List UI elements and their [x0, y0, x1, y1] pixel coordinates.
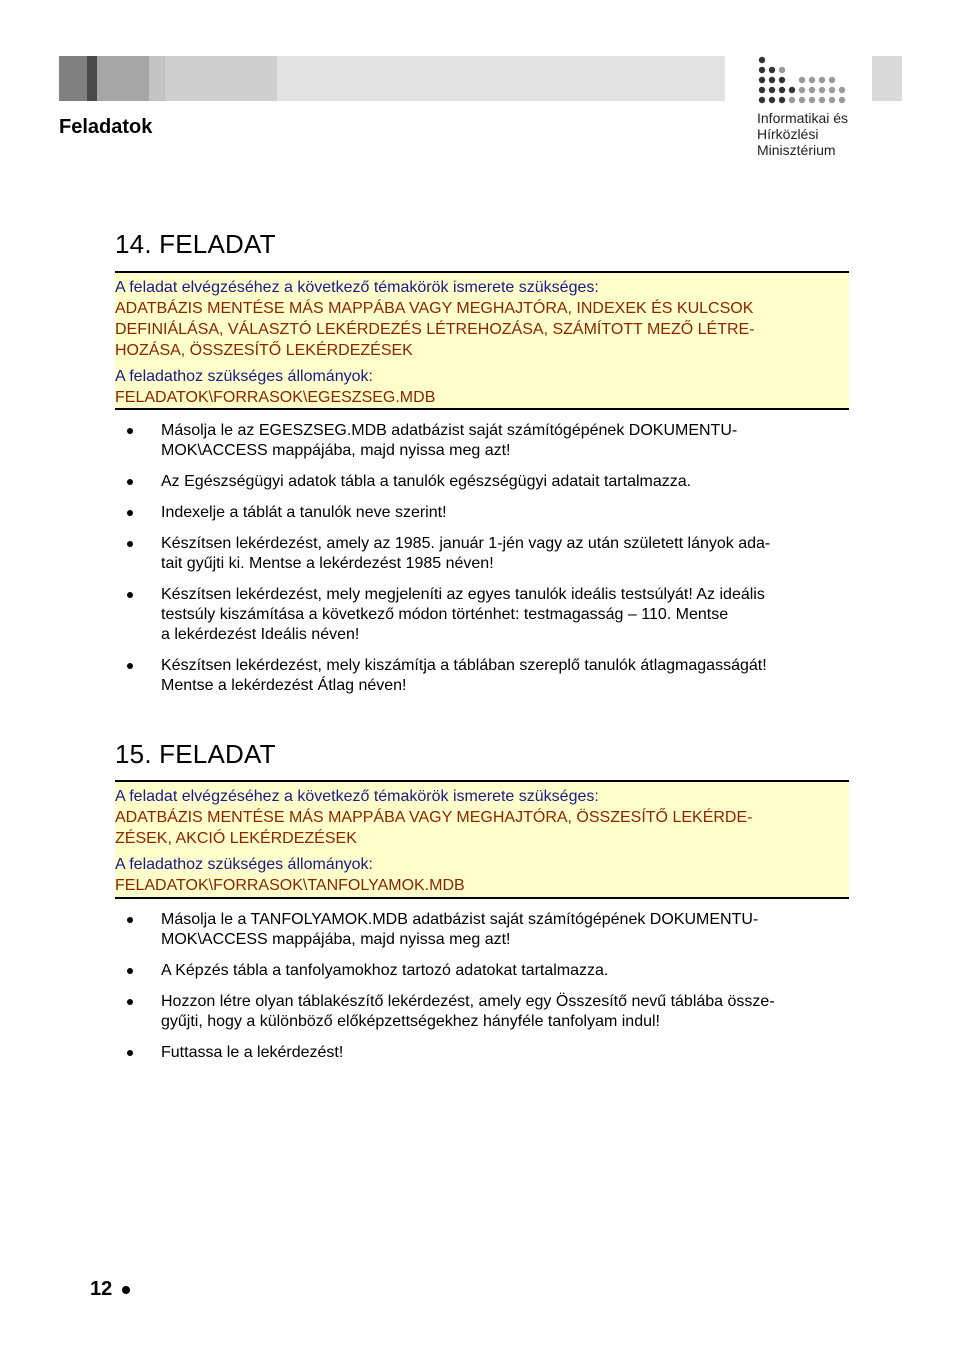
list-item: Készítsen lekérdezést, amely az 1985. január 1-jén vagy az után született lányok ada- tait gyűjti ki. Mentse a lekérdezést 1985 néven!: [115, 534, 845, 574]
logo-line: Hírközlési: [757, 126, 819, 142]
list-item: Indexelje a táblát a tanulók neve szerint!: [115, 503, 845, 523]
logo-line: Minisztérium: [757, 142, 836, 158]
task-14-requirements-box: [115, 271, 849, 410]
task-15-heading: 15. FELADAT: [115, 739, 276, 769]
list-item: Másolja le a TANFOLYAMOK.MDB adatbázist saját számítógépének DOKUMENTU- MOK\ACCESS mappájába, majd nyissa meg azt!: [115, 910, 845, 950]
list-item: Készítsen lekérdezést, mely megjeleníti az egyes tanulók ideális testsúlyát! Az ideális testsúly kiszámítása a következő módon történhet: testmagasság – 110. Mentse a lekérdezést Ideális néven!: [115, 585, 845, 645]
bullet-dot-icon: [122, 1286, 130, 1294]
files-path: FELADATOK\FORRASOK\EGESZSEG.MDB: [115, 389, 436, 406]
requirements-label: A feladat elvégzéséhez a következő témakörök ismerete szükséges:: [115, 788, 599, 805]
ministry-logo-text: [757, 110, 848, 158]
list-item: Másolja le az EGESZSEG.MDB adatbázist saját számítógépének DOKUMENTU- MOK\ACCESS mappájába, majd nyissa meg azt!: [115, 421, 845, 461]
task-15-instructions: [115, 910, 845, 1074]
task-14-heading: 14. FELADAT: [115, 229, 276, 259]
list-item: Az Egészségügyi adatok tábla a tanulók egészségügyi adatait tartalmazza.: [115, 472, 845, 492]
ministry-logo-icon: [758, 56, 848, 106]
requirements-topics: ADATBÁZIS MENTÉSE MÁS MAPPÁBA VAGY MEGHAJTÓRA, ÖSSZESÍTŐ LEKÉRDE- ZÉSEK, AKCIÓ LEKÉRDEZÉSEK: [115, 809, 753, 847]
logo-line: Informatikai és: [757, 110, 849, 126]
list-item: A Képzés tábla a tanfolyamokhoz tartozó adatokat tartalmazza.: [115, 961, 845, 981]
task-14-instructions: [115, 421, 845, 707]
section-title: Feladatok: [59, 116, 153, 138]
task-15-requirements-box: [115, 780, 849, 899]
list-item: Hozzon létre olyan táblakészítő lekérdezést, amely egy Összesítő nevű táblába össze- gyűjti, hogy a különböző előképzettségekhez hányféle tanfolyam indul!: [115, 992, 845, 1032]
page-number-text: 12: [90, 1278, 113, 1300]
files-path: FELADATOK\FORRASOK\TANFOLYAMOK.MDB: [115, 877, 465, 894]
header-end-block: [872, 56, 902, 101]
requirements-label: A feladat elvégzéséhez a következő témakörök ismerete szükséges:: [115, 279, 599, 296]
header-color-bar: [59, 56, 725, 101]
list-item: Készítsen lekérdezést, mely kiszámítja a táblában szereplő tanulók átlagmagasságát! Mentse a lekérdezést Átlag néven!: [115, 656, 845, 696]
files-label: A feladathoz szükséges állományok:: [115, 368, 373, 385]
page-number: [90, 1278, 130, 1301]
list-item: Futtassa le a lekérdezést!: [115, 1043, 845, 1063]
requirements-topics: ADATBÁZIS MENTÉSE MÁS MAPPÁBA VAGY MEGHAJTÓRA, INDEXEK ÉS KULCSOK DEFINIÁLÁSA, VÁLASZTÓ LEKÉRDEZÉS LÉTREHOZÁSA, SZÁMÍTOTT MEZŐ LÉTRE- HOZÁSA, ÖSSZESÍTŐ LEKÉRDEZÉSEK: [115, 300, 755, 359]
files-label: A feladathoz szükséges állományok:: [115, 856, 373, 873]
